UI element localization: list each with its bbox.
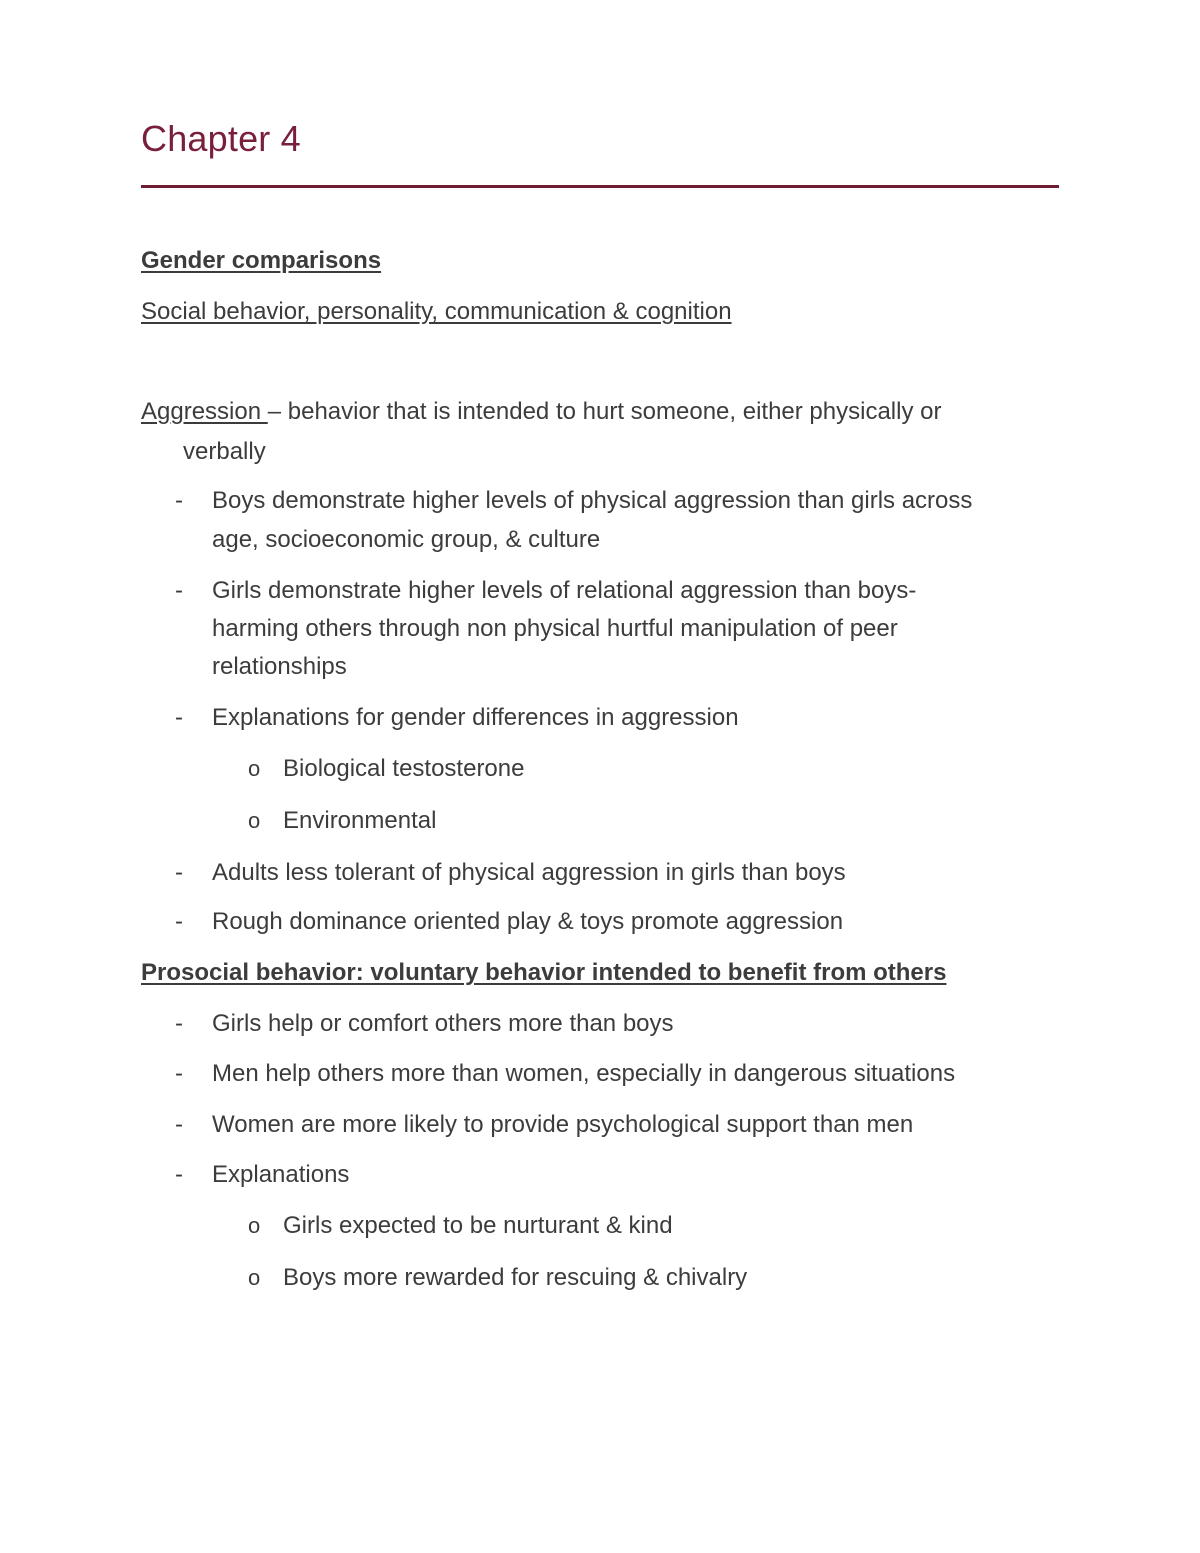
list-item: Men help others more than women, especially in dangerous situations <box>212 1060 956 1087</box>
list-item: Girls demonstrate higher levels of relational aggression than boys- <box>212 577 917 604</box>
sub-list-item: Environmental <box>283 807 437 834</box>
list-item: Girls help or comfort others more than boys <box>212 1010 674 1037</box>
sub-bullet-marker: o <box>248 756 261 781</box>
list-item: Adults less tolerant of physical aggression in girls than boys <box>212 859 846 886</box>
sub-bullet-marker: o <box>248 808 261 833</box>
bullet-marker: - <box>175 704 183 731</box>
bullet-marker: - <box>175 1111 183 1138</box>
sub-list-item: Girls expected to be nurturant & kind <box>283 1212 673 1239</box>
page-title: Chapter 4 <box>141 118 301 159</box>
sub-list-item: Boys more rewarded for rescuing & chivalry <box>283 1264 748 1291</box>
bullet-marker: - <box>175 577 183 604</box>
list-item: Explanations for gender differences in aggression <box>212 704 739 731</box>
section-heading-gender-comparisons: Gender comparisons <box>141 247 382 274</box>
title-divider <box>141 185 1059 188</box>
bullet-marker: - <box>175 1060 183 1087</box>
sub-bullet-marker: o <box>248 1265 261 1290</box>
section-subheading: Social behavior, personality, communication & cognition <box>141 298 732 325</box>
list-item-continued: harming others through non physical hurtful manipulation of peer <box>212 615 898 642</box>
section-heading-prosocial: Prosocial behavior: voluntary behavior intended to benefit from others <box>141 959 947 986</box>
bullet-marker: - <box>175 1161 183 1188</box>
list-item: Women are more likely to provide psychological support than men <box>212 1111 914 1138</box>
list-item: Explanations <box>212 1161 350 1188</box>
bullet-marker: - <box>175 908 183 935</box>
bullet-marker: - <box>175 487 183 514</box>
aggression-definition-continued: verbally <box>183 438 266 465</box>
bullet-marker: - <box>175 859 183 886</box>
list-item: Boys demonstrate higher levels of physical aggression than girls across <box>212 487 973 514</box>
list-item: Rough dominance oriented play & toys promote aggression <box>212 908 844 935</box>
list-item-continued: age, socioeconomic group, & culture <box>212 526 601 553</box>
sub-bullet-marker: o <box>248 1213 261 1238</box>
bullet-marker: - <box>175 1010 183 1037</box>
aggression-term: Aggression <box>141 398 268 425</box>
aggression-definition <box>141 397 941 427</box>
list-item-continued: relationships <box>212 653 347 680</box>
sub-list-item: Biological testosterone <box>283 755 525 782</box>
aggression-definition-text: – behavior that is intended to hurt someone, either physically or <box>267 398 942 425</box>
